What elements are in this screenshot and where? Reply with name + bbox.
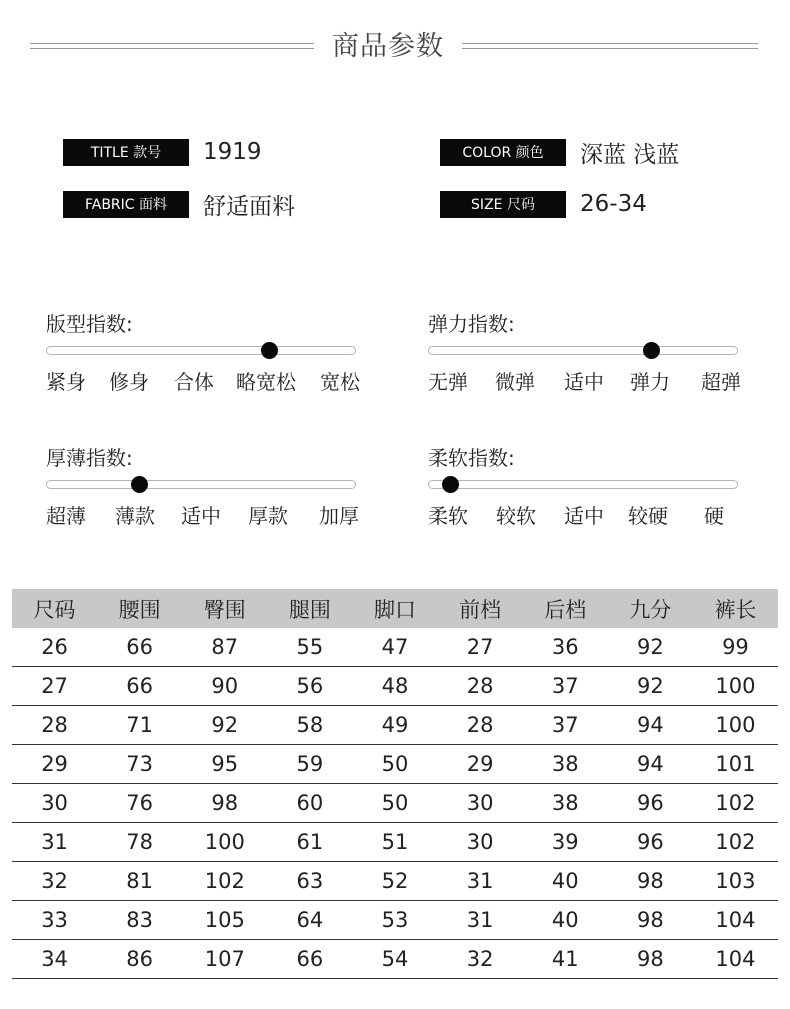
slider-thickness-labels bbox=[46, 500, 376, 528]
table-cell: 31 bbox=[438, 901, 523, 940]
slider-fit-labels bbox=[46, 366, 376, 394]
table-cell: 32 bbox=[438, 940, 523, 979]
table-cell: 34 bbox=[12, 940, 97, 979]
table-row bbox=[12, 862, 778, 901]
slider-softness-label: 较软 bbox=[496, 504, 536, 528]
slider-fit-label: 合体 bbox=[174, 370, 214, 394]
table-cell: 104 bbox=[693, 940, 778, 979]
table-cell: 104 bbox=[693, 901, 778, 940]
slider-softness-label: 硬 bbox=[704, 504, 724, 528]
table-cell: 66 bbox=[267, 940, 352, 979]
table-cell: 28 bbox=[12, 706, 97, 745]
slider-elasticity-label: 无弹 bbox=[428, 370, 468, 394]
table-cell: 86 bbox=[97, 940, 182, 979]
spec-size bbox=[440, 189, 647, 219]
spec-size-value: 26-34 bbox=[580, 191, 647, 217]
slider-softness-marker bbox=[442, 476, 459, 493]
table-cell: 102 bbox=[693, 823, 778, 862]
table-cell: 48 bbox=[352, 667, 437, 706]
slider-elasticity-label: 超弹 bbox=[701, 370, 741, 394]
table-cell: 98 bbox=[608, 901, 693, 940]
table-row bbox=[12, 940, 778, 979]
table-cell: 92 bbox=[608, 628, 693, 667]
table-cell: 30 bbox=[438, 784, 523, 823]
slider-thickness bbox=[46, 442, 366, 528]
slider-fit-label: 宽松 bbox=[320, 370, 360, 394]
table-cell: 63 bbox=[267, 862, 352, 901]
table-cell: 66 bbox=[97, 667, 182, 706]
table-header-row bbox=[12, 589, 778, 628]
table-cell: 60 bbox=[267, 784, 352, 823]
table-cell: 76 bbox=[97, 784, 182, 823]
column-header: 九分 bbox=[608, 589, 693, 628]
table-cell: 98 bbox=[608, 862, 693, 901]
slider-softness bbox=[428, 442, 748, 528]
table-cell: 52 bbox=[352, 862, 437, 901]
table-row bbox=[12, 628, 778, 667]
slider-fit bbox=[46, 308, 366, 394]
table-cell: 92 bbox=[608, 667, 693, 706]
spec-fabric-value: 舒适面料 bbox=[203, 193, 295, 220]
table-cell: 78 bbox=[97, 823, 182, 862]
slider-softness-track bbox=[428, 480, 738, 489]
table-cell: 56 bbox=[267, 667, 352, 706]
slider-fit-marker bbox=[261, 342, 278, 359]
table-cell: 41 bbox=[523, 940, 608, 979]
table-cell: 29 bbox=[12, 745, 97, 784]
table-cell: 38 bbox=[523, 745, 608, 784]
table-cell: 30 bbox=[12, 784, 97, 823]
table-cell: 31 bbox=[12, 823, 97, 862]
table-cell: 38 bbox=[523, 784, 608, 823]
table-cell: 51 bbox=[352, 823, 437, 862]
table-cell: 49 bbox=[352, 706, 437, 745]
slider-softness-label: 柔软 bbox=[428, 504, 468, 528]
table-cell: 37 bbox=[523, 706, 608, 745]
slider-elasticity-track bbox=[428, 346, 738, 355]
table-cell: 102 bbox=[182, 862, 267, 901]
size-table-body bbox=[12, 628, 778, 979]
spec-fabric bbox=[63, 189, 295, 219]
header-rule-left bbox=[30, 43, 314, 49]
column-header: 脚口 bbox=[352, 589, 437, 628]
slider-elasticity bbox=[428, 308, 748, 394]
spec-color-tag: COLOR 颜色 bbox=[440, 139, 566, 166]
table-row bbox=[12, 745, 778, 784]
table-cell: 102 bbox=[693, 784, 778, 823]
spec-size-tag: SIZE 尺码 bbox=[440, 191, 566, 218]
table-cell: 87 bbox=[182, 628, 267, 667]
table-cell: 53 bbox=[352, 901, 437, 940]
table-cell: 37 bbox=[523, 667, 608, 706]
table-cell: 30 bbox=[438, 823, 523, 862]
spec-color bbox=[440, 137, 679, 167]
spec-fabric-tag: FABRIC 面料 bbox=[63, 191, 189, 218]
table-cell: 92 bbox=[182, 706, 267, 745]
table-cell: 95 bbox=[182, 745, 267, 784]
table-cell: 28 bbox=[438, 667, 523, 706]
section-header bbox=[0, 22, 790, 68]
table-cell: 66 bbox=[97, 628, 182, 667]
spec-color-value: 深蓝 浅蓝 bbox=[580, 141, 680, 168]
table-cell: 28 bbox=[438, 706, 523, 745]
table-cell: 94 bbox=[608, 706, 693, 745]
spec-title-tag: TITLE 款号 bbox=[63, 139, 189, 166]
slider-thickness-title: 厚薄指数: bbox=[46, 446, 133, 470]
table-cell: 90 bbox=[182, 667, 267, 706]
page-title: 商品参数 bbox=[332, 31, 444, 62]
table-cell: 100 bbox=[693, 667, 778, 706]
slider-thickness-label: 薄款 bbox=[115, 504, 155, 528]
table-cell: 39 bbox=[523, 823, 608, 862]
table-cell: 100 bbox=[693, 706, 778, 745]
slider-elasticity-labels bbox=[428, 366, 758, 394]
column-header: 裤长 bbox=[693, 589, 778, 628]
table-cell: 50 bbox=[352, 745, 437, 784]
header-rule-right bbox=[462, 43, 758, 49]
table-cell: 64 bbox=[267, 901, 352, 940]
table-cell: 36 bbox=[523, 628, 608, 667]
table-cell: 71 bbox=[97, 706, 182, 745]
table-cell: 96 bbox=[608, 784, 693, 823]
table-row bbox=[12, 667, 778, 706]
slider-fit-label: 修身 bbox=[109, 370, 149, 394]
table-row bbox=[12, 706, 778, 745]
table-cell: 81 bbox=[97, 862, 182, 901]
table-cell: 32 bbox=[12, 862, 97, 901]
table-cell: 29 bbox=[438, 745, 523, 784]
slider-thickness-label: 加厚 bbox=[319, 504, 359, 528]
slider-thickness-track bbox=[46, 480, 356, 489]
table-cell: 27 bbox=[12, 667, 97, 706]
slider-elasticity-label: 弹力 bbox=[630, 370, 670, 394]
spec-title-value: 1919 bbox=[203, 139, 262, 165]
table-cell: 96 bbox=[608, 823, 693, 862]
slider-softness-label: 较硬 bbox=[628, 504, 668, 528]
slider-elasticity-label: 适中 bbox=[564, 370, 604, 394]
table-cell: 54 bbox=[352, 940, 437, 979]
table-cell: 73 bbox=[97, 745, 182, 784]
slider-fit-label: 紧身 bbox=[46, 370, 86, 394]
slider-thickness-label: 超薄 bbox=[46, 504, 86, 528]
table-cell: 105 bbox=[182, 901, 267, 940]
slider-thickness-label: 厚款 bbox=[248, 504, 288, 528]
column-header: 前档 bbox=[438, 589, 523, 628]
slider-elasticity-label: 微弹 bbox=[495, 370, 535, 394]
slider-thickness-label: 适中 bbox=[181, 504, 221, 528]
table-cell: 33 bbox=[12, 901, 97, 940]
table-cell: 100 bbox=[182, 823, 267, 862]
slider-elasticity-marker bbox=[643, 342, 660, 359]
table-cell: 50 bbox=[352, 784, 437, 823]
size-table bbox=[12, 589, 778, 979]
spec-title bbox=[63, 137, 262, 167]
slider-thickness-marker bbox=[131, 476, 148, 493]
slider-fit-title: 版型指数: bbox=[46, 312, 133, 336]
table-cell: 98 bbox=[608, 940, 693, 979]
slider-fit-label: 略宽松 bbox=[236, 370, 296, 394]
table-cell: 94 bbox=[608, 745, 693, 784]
column-header: 腿围 bbox=[267, 589, 352, 628]
column-header: 臀围 bbox=[182, 589, 267, 628]
table-cell: 98 bbox=[182, 784, 267, 823]
column-header: 尺码 bbox=[12, 589, 97, 628]
table-cell: 103 bbox=[693, 862, 778, 901]
table-cell: 40 bbox=[523, 901, 608, 940]
table-cell: 31 bbox=[438, 862, 523, 901]
column-header: 后档 bbox=[523, 589, 608, 628]
table-cell: 59 bbox=[267, 745, 352, 784]
table-cell: 55 bbox=[267, 628, 352, 667]
table-row bbox=[12, 784, 778, 823]
slider-fit-track bbox=[46, 346, 356, 355]
table-cell: 40 bbox=[523, 862, 608, 901]
table-cell: 58 bbox=[267, 706, 352, 745]
table-row bbox=[12, 901, 778, 940]
table-cell: 107 bbox=[182, 940, 267, 979]
slider-softness-label: 适中 bbox=[564, 504, 604, 528]
column-header: 腰围 bbox=[97, 589, 182, 628]
table-cell: 99 bbox=[693, 628, 778, 667]
table-cell: 83 bbox=[97, 901, 182, 940]
table-cell: 61 bbox=[267, 823, 352, 862]
table-cell: 101 bbox=[693, 745, 778, 784]
table-cell: 47 bbox=[352, 628, 437, 667]
slider-elasticity-title: 弹力指数: bbox=[428, 312, 515, 336]
slider-softness-labels bbox=[428, 500, 758, 528]
table-row bbox=[12, 823, 778, 862]
table-cell: 27 bbox=[438, 628, 523, 667]
slider-softness-title: 柔软指数: bbox=[428, 446, 515, 470]
table-cell: 26 bbox=[12, 628, 97, 667]
